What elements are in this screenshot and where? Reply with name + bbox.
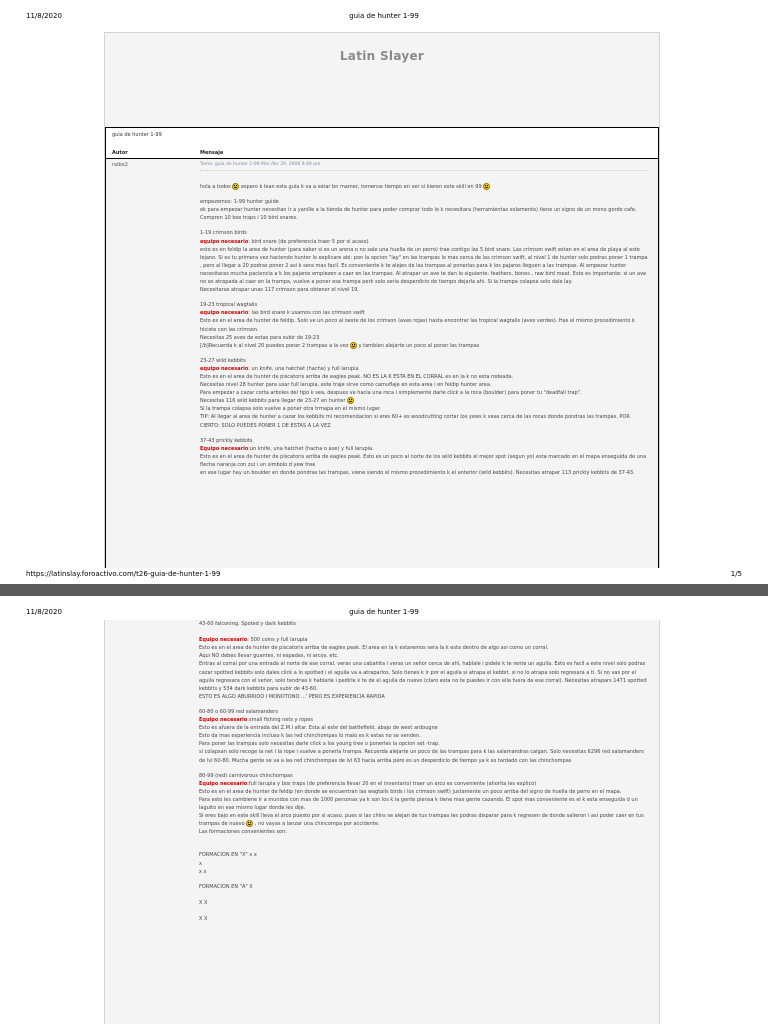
- required-gear-label: Equipo necesario: [199, 780, 248, 787]
- print-date: 11/8/2020: [26, 12, 62, 20]
- site-title[interactable]: Latin Slayer: [339, 49, 425, 63]
- forum-sheet: [104, 32, 660, 568]
- required-gear-label: equipo necesario: [200, 365, 249, 372]
- section-red-salamanders: 60-80 o 60-99 red salamanders Equipo necesario:small fishing nets y ropes Esto es afuera de la entrada del Z.M.I altar. Esta al este del battlefield, abajo de west ardougne Esto da mas experiencia incluso k las red chinchompas lo malo es k estas no se venden. Para poner las trampas solo necesitas darle click a los young tree o ponerles la opcion set -trap. si colapsan solo recoge la net i la rope i vuelve a ponerla trampa. Recuerda alejarte un poco de las trampas para k las salamandras caigan. Solo necesitas 6296 red salamanders de lvl 60-80. Mucha gente se va a las red chinchompas de lvl 63 hacia arriba pero es un desperdicio de tiempo ya k es tardado con las chinchompas: [199, 708, 644, 764]
- section-crimson-birds: 1-19 crimson birds equipo necesario: bird snare (de preferencia traer 5 por si acaso) esto es en feldip la area de hunter (para saber si es un arena o no sale una huella de un perro) trae contigo las 5 bird snare. Las crimson swift estan en el area de playa al este lejano. Si es tu primera vez haciendo hunter lo explicare abi: pon la opcion "lay" en las trampas lo mas cerca de las crimson swift, al nivel 1 de hunter solo podras poner 1 trampa , pero al llegar a 20 podras poner 2 asi k sera mas facil. Es conveniente k te alejes de las trampas al ponerlas para k los pajaros lleguen a las trampas. Al empezar hunter necesitaras mucha paciencia a k los pajaros empiezen a caer en las trampas. Al atrapar un ave te dan lo siguiente: feathers, bones , raw bird meat. Esto es importante: si un ave no es atrapada al caer en la trampa, vuelve a poner esa trampa perk solo seria desperdicio de tiempo dejarla ahi. Si la trampa colapsa solo dale lay. Necesitaras atrapar unas 117 crimson para obtener el nivel 19.: [200, 230, 648, 294]
- required-gear-label: equipo necesario: [200, 310, 249, 317]
- paragraph-start: empezemos: 1-99 hunter guide ok para empezar hunter necesitan ir a yanille a la tienda de hunter para poder comprar todo lo k necesitara (herramientas solamente) tiene un signo de un mono gordo cafe. Compren 10 box traps i 10 bird snares.: [200, 199, 637, 222]
- column-author: Autor: [112, 150, 128, 156]
- smile-icon: [347, 397, 354, 404]
- print-url[interactable]: https://latinslay.foroactivo.com/t26-guia-de-hunter-1-99: [26, 570, 221, 578]
- print-doc-title: guia de hunter 1-99: [349, 12, 419, 20]
- required-gear-label: equipo necesario: [200, 238, 249, 245]
- smile-icon: [350, 342, 357, 349]
- post-author[interactable]: raibo2: [112, 162, 128, 168]
- print-page-2: [0, 596, 768, 1024]
- post: [106, 159, 658, 568]
- paragraph-intro: hola a todos espero k lean esta guia k va a estar bn mamer, tomense tiempo en ver si kieren este skill en 99: [200, 183, 648, 191]
- formation-a: FORMACION EN "A" X X X X X: [199, 883, 253, 923]
- post-meta: Tema: guia de hunter 1-99 Mar Abr 29, 2008 9:49 pm: [200, 161, 648, 171]
- forum-sheet-continued: [104, 620, 660, 1024]
- print-date: 11/8/2020: [26, 608, 62, 616]
- print-page-number: 1/5: [730, 570, 742, 578]
- required-gear-label: Equipo necesario: [199, 717, 248, 724]
- section-tropical-wagtails: 19-23 tropical wagtails equipo necesario: las bird snare k usamos con las crimson swift Esto es en el area de hunter de feldip. Solo ve un poco al oeste de los crimson (aves rojas) hasta encontrar las tropical wagtails (aves verdes). Has el mismo procedimiento k hiciste con las crimson. Necesitas 25 aves de estas para subir de 19-23. [/b]Recuerda k al nivel 20 puedes poner 2 trampas a la vez y tambien alejarte un poco al poner las trampas: [200, 302, 635, 349]
- column-message: Mensaje: [200, 150, 224, 156]
- section-prickly-kebbits: 37-43 prickly kebbits Equipo necesario:un knife, una hatchet (hacha o axe) y full larupia. Esto es en el area de hunter de piscatoris arriba de eagles peak. Esto es un poco al norte de los wild kebbits el mejor spot (segun yo) esta marcado en el mapa enseguida de una flecha naranja con zul i un simbolo d yew tree en ese lugar hay un boulder en donde pondras las trampas, viene siendo el mismo procedimiento k el anterior (wild kebbits). Necesitas atrapar 113 prickly kebbits de 37-43.: [200, 437, 647, 476]
- site-banner: [105, 33, 659, 127]
- post-body-continued: [199, 620, 649, 930]
- smile-icon: [232, 183, 239, 190]
- topic-title[interactable]: guia de hunter 1-99: [112, 132, 162, 138]
- print-doc-title: guia de hunter 1-99: [349, 608, 419, 616]
- section-falconing: 43-60 falconing. Spoted y dark kebbits Equipo necesario: 500 coins y full larupia Esto es en el area de hunter de piscatoris arriba de eagles peak. El area en la k estaremos sera la k esta dentro de algo asi como un corral. Aqui NO debes llevar guantes, ni espadas, ni arcos, etc. Entras al corral por una entrada al norte de ese corral, veras una cabañita i veras un señor cerca de ahi, hablale i pidele k te rente un aguila. Esto es facil a este nivel solo podras cazar spotted kebbits solo dales click a lo spotted i el aguila va a atraparlos. Solo tienes k ir por el aguila si atrapa el kebbit, si no lo atrapa solo regresara a ti. Si no vas por el aguila regresara con el señor, solo tendrias k hablarle i pedirle k te de el aguila de nuevo (claro esta no te puedes ir con ella fuera de ese corral). Necesitas atrapars 1471 spotted kebbits y 534 dark kebbits para subir de 43-60. ESTO ES ALGO ABURRIDO I MONOTONO ...' PERO ES EXPERIENCIA RAPIDA: [199, 621, 647, 700]
- section-chinchompas: 80-99 (red) carnivorous chinchompas Equipo necesario:full larupia y box traps (de preferencia llevar 20 en el inventario) traer un arco es conveniente (ahorita les explico) Esto es en el area de hunter de feldip (en donde se encuentran las wagtails birds i los crimson swift) justamente un poco arriba del signo de huella de perro en el mapa. Para esto les cambiene ir a mundos con mas de 1000 personas ya k son los k la gente piensa k tiene mas gente cazando. El spot mas conveniente es el k esta enseguida d un laguito en ese mismo lugar donde les dije. Si eres bajo en este skill lleva el arco puesto por si acaso, pues si las chins se alejan de tus trampas les podras disparar para k regresen de donde salieron i asi poder caer en tus trampas de nuevo , no vayas a lanzar una chincompa por accidente. Las formaciones convenientes son:: [199, 772, 644, 836]
- required-gear-label: Equipo necesario: [199, 637, 248, 644]
- print-header: [26, 608, 742, 620]
- required-gear-label: Equipo necesario: [200, 445, 249, 452]
- topic-table: [105, 127, 659, 568]
- smile-icon: [483, 183, 490, 190]
- print-header: [26, 12, 742, 24]
- section-wild-kebbits: 23-27 wild kebbits equipo necesario: un knife, una hatchet (hacha) y full larupia Esto es en el area de hunter de piscatoris arriba de eagles peak. NO ES LA K ESTA EN EL CORRAL es en la k no esta rodeada. Necesitas nivel 28 hunter para usar full larupia, este traje sirve como camuflaje en esta area i en feldip hunter area. Para empezar a cazar corta arboles del tipo k sea, despues ve hacia una roca i simplemente darle click a la roca (boulder) para poner tu "deadfall trap". Necesitas 116 wild kebbits para llegar de 23-27 en hunter Si la trampa colapsa solo vuelve a poner otra trmapa en el mismo lugar. TIP: Al llegar al area de hunter a cazar los kebbits mi recomendacion si eres 60+ es woodcutting cortar los yews k veas cerca de las rocas donde pondras las trampas. POR CIERTO: SOLO PUEDES PONER 1 DE ESTAS A LA VEZ: [200, 357, 630, 429]
- smile-icon: [246, 820, 253, 827]
- table-header: [106, 148, 658, 159]
- formation-x: FORMACION EN "X" x x x x x: [199, 852, 257, 875]
- post-body: [200, 161, 648, 484]
